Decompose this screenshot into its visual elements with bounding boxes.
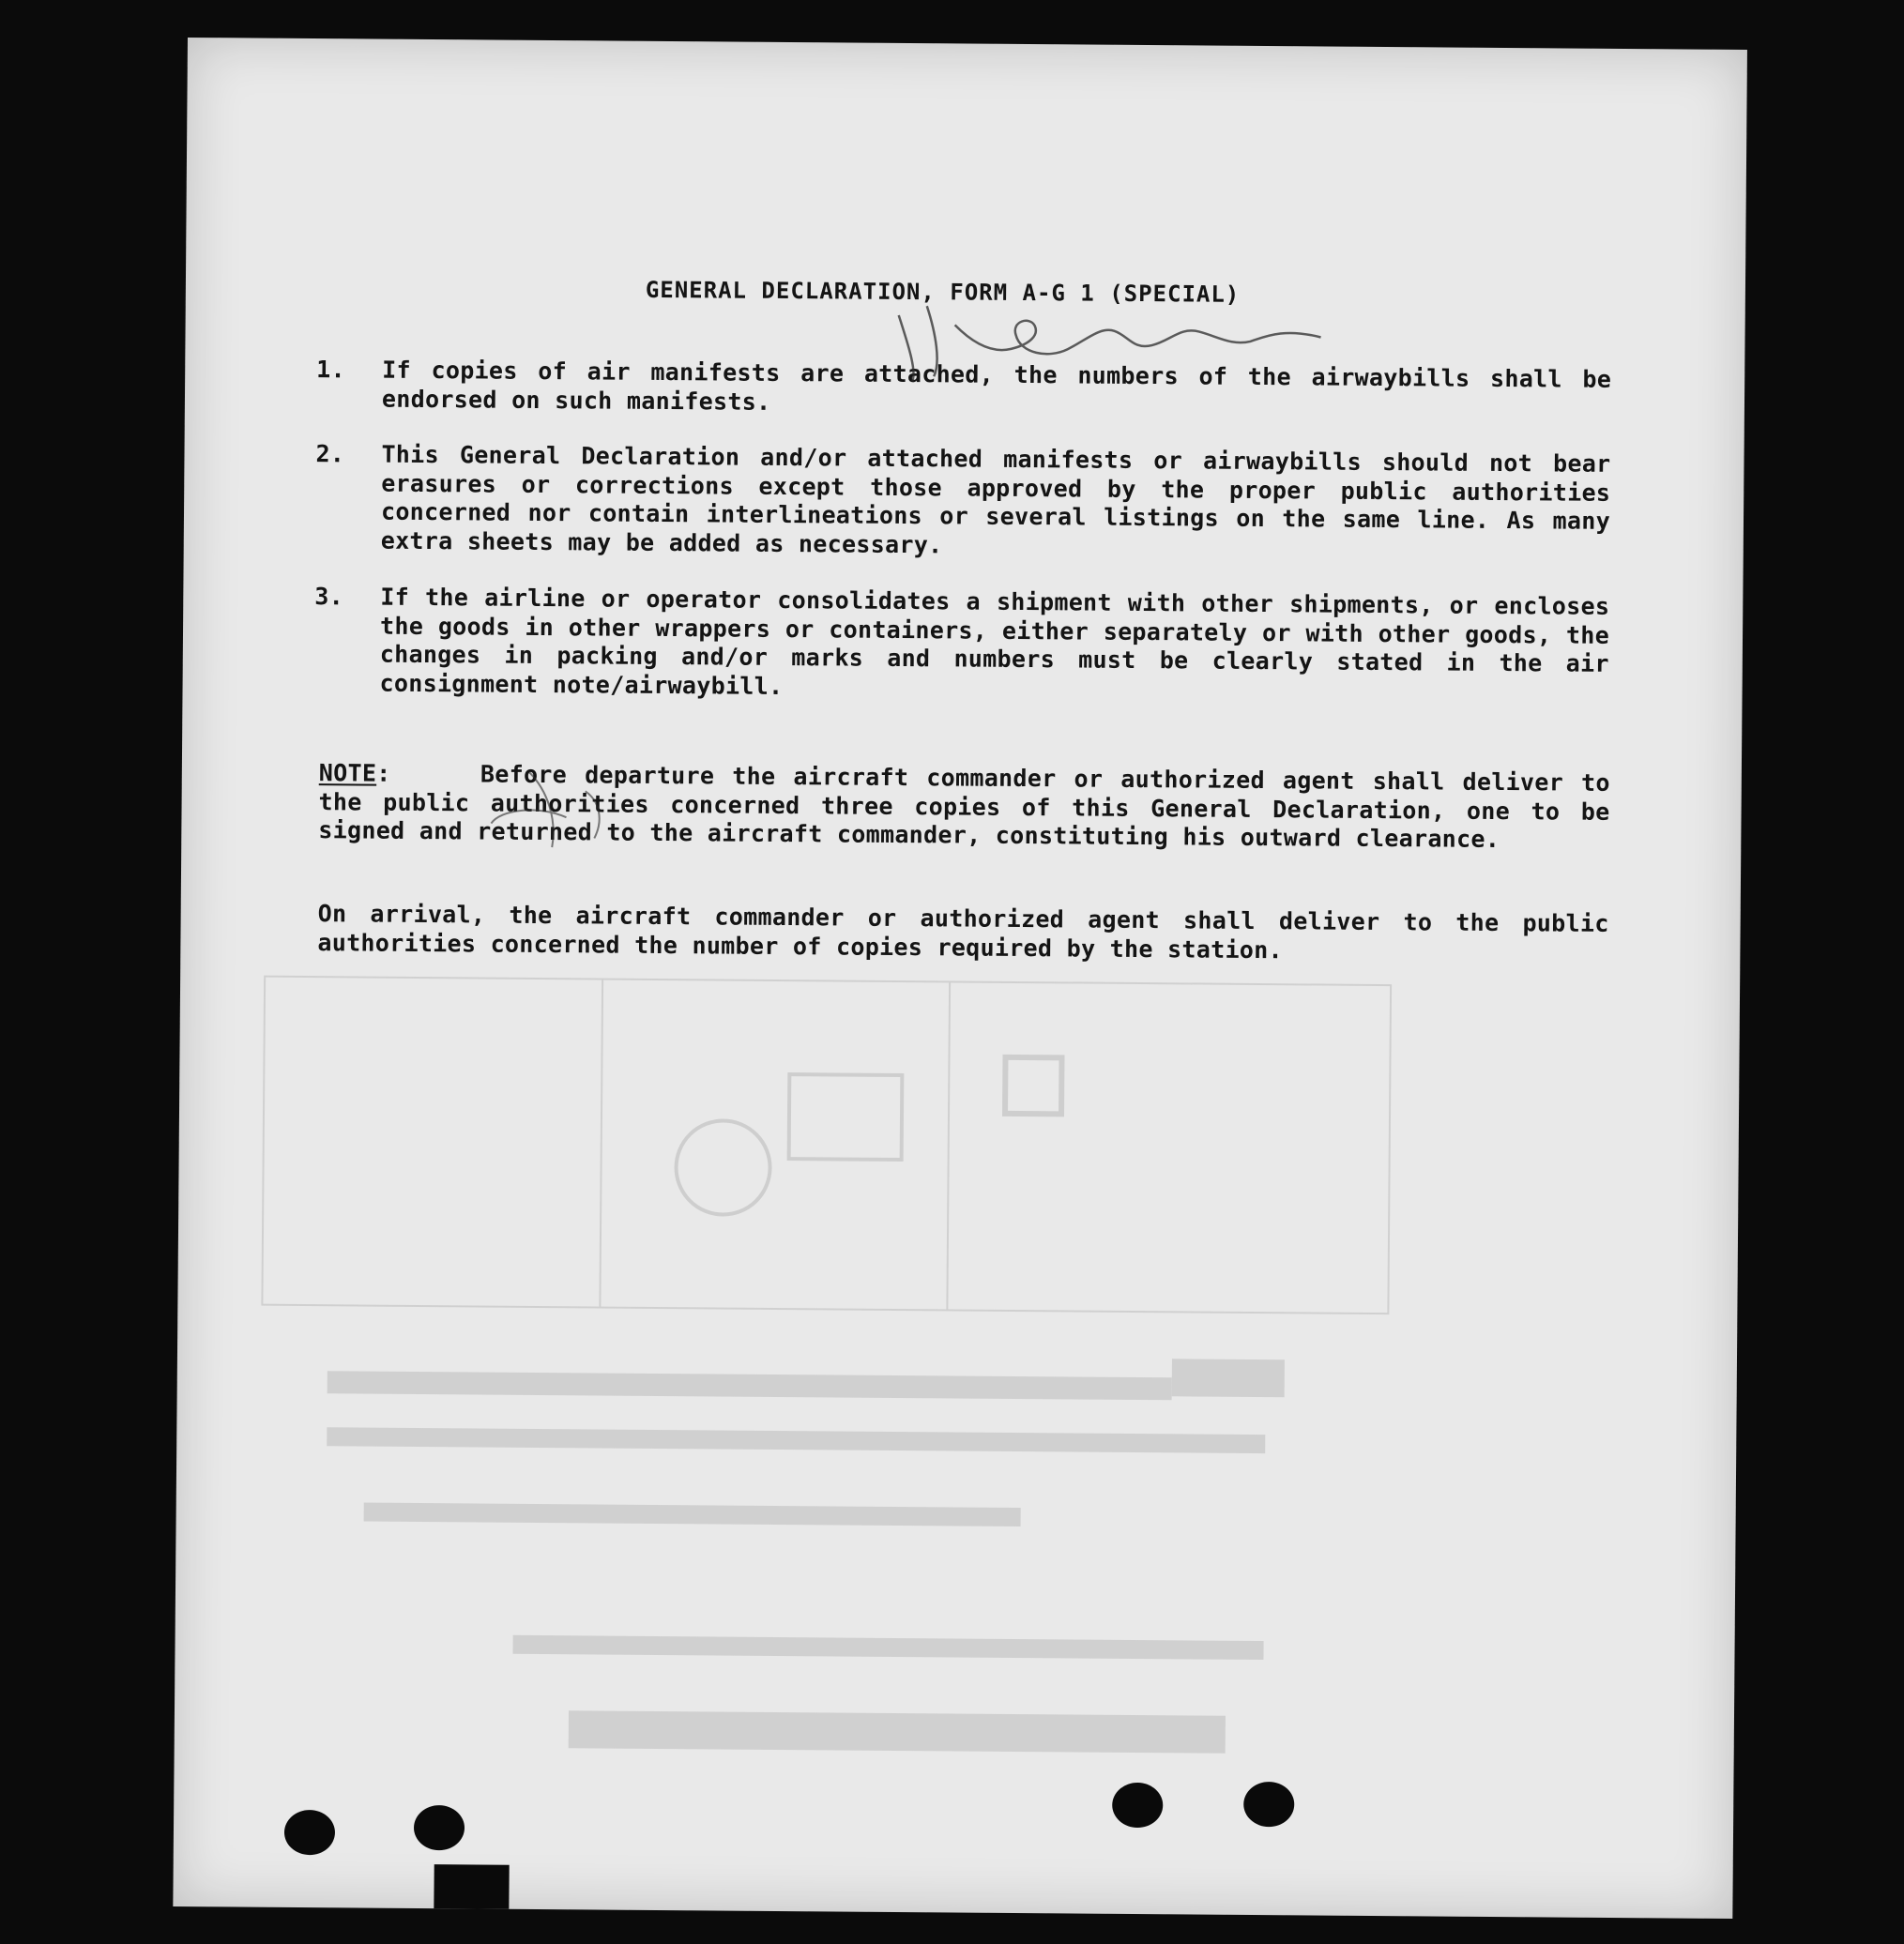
item-number: 3. bbox=[314, 583, 344, 611]
item-text: This General Declaration and/or attached manifests or airwaybills should not bear erasures or corrections except those approved by the proper public authorities concerned nor contain interlineations or several listings on the same line. As many extra sheets may be added as necessary. bbox=[380, 440, 1611, 558]
document-title: GENERAL DECLARATION, FORM A-G 1 (SPECIAL) bbox=[645, 276, 1241, 308]
item-text: If copies of air manifests are attached, the numbers of the airwaybills shall be endorsed on such manifests. bbox=[381, 356, 1612, 416]
torn-edge bbox=[434, 1864, 509, 1912]
document-body bbox=[173, 38, 1747, 1919]
item-number: 2. bbox=[315, 440, 345, 468]
arrival-paragraph: On arrival, the aircraft commander or authorized agent shall deliver to the public authorities concerned the number of copies required by the station. bbox=[317, 900, 1609, 964]
item-text: If the airline or operator consolidates a shipment with other shipments, or encloses the goods in other wrappers or containers, either separately or with other goods, the changes in packing and/or marks and numbers must be clearly stated in the air consignment note/airwaybill. bbox=[379, 583, 1610, 700]
document-page bbox=[173, 38, 1747, 1919]
note-text: Before departure the aircraft commander or authorized agent shall deliver to the public authorities concerned three copies of this General Declaration, one to be signed and returned to the aircraft commander, constituting his outward clearance. bbox=[318, 760, 1610, 854]
note-colon: : bbox=[376, 759, 391, 787]
punch-hole bbox=[1243, 1782, 1294, 1827]
punch-hole bbox=[284, 1810, 335, 1855]
punch-hole bbox=[1112, 1783, 1163, 1828]
item-number: 1. bbox=[316, 356, 346, 384]
instruction-item bbox=[316, 356, 1611, 423]
note-label: NOTE bbox=[318, 759, 377, 787]
instruction-item bbox=[315, 440, 1611, 565]
note-paragraph bbox=[318, 759, 1610, 855]
instruction-item bbox=[313, 583, 1609, 707]
punch-hole bbox=[414, 1805, 465, 1850]
